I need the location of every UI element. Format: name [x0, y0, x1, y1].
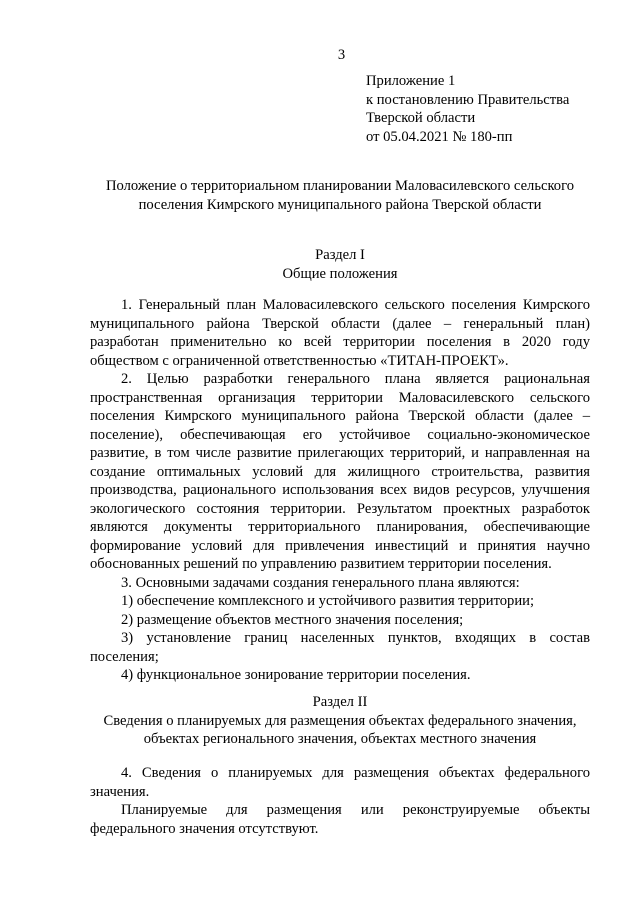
title-line: поселения Кимрского муниципального района Тверской области — [138, 196, 542, 213]
list-item: 2) размещение объектов местного значения поселения; — [121, 611, 464, 628]
paragraph: 3. Основными задачами создания генерального плана являются: — [121, 574, 520, 591]
section-heading — [90, 246, 590, 283]
section-number: Раздел II — [312, 694, 368, 710]
section-title: Общие положения — [282, 265, 398, 282]
list-item: 3) установление границ населенных пунктов, входящих в состав поселения; — [90, 630, 590, 665]
section-title: объектах регионального значения, объектах местного значения — [143, 731, 537, 747]
paragraph: 4. Сведения о планируемых для размещения объектах федерального значения. — [90, 765, 590, 800]
document-title — [90, 177, 590, 214]
page-number: 3 — [337, 47, 346, 63]
paragraph: 2. Целью разработки генерального плана является рациональная пространственная организация территории Маловасилевского сельского поселения Кимрского муниципального района Тверской области (далее – поселение), обеспечивающая его устойчивое социально-экономическое развитие, в том числе развитие прилегающих территорий, и направленная на создание оптимальных условий для жилищного строительства, развития производства, рационального использования всех видов ресурсов, улучшения экологического состояния территории. Результатом проектных разработок являются документы территориального планирования, обеспечивающие формирование условий для привлечения инвестиций и принятия научно обоснованных решений по управлению развитием территории поселения. — [90, 371, 590, 572]
title-line: Положение о территориальном планировании Маловасилевского сельского — [105, 178, 575, 194]
list-item: 1) обеспечение комплексного и устойчивого развития территории; — [121, 593, 535, 609]
paragraph: 1. Генеральный план Маловасилевского сельского поселения Кимрского муниципального района Тверской области (далее – генеральный план) разработан применительно ко всей территории поселения в 2020 году обществом с ограниченной ответственностью «ТИТАН-ПРОЕКТ». — [90, 297, 590, 369]
appendix-line: Приложение 1 — [366, 73, 456, 89]
section-title: Сведения о планируемых для размещения объектах федерального значения, — [103, 712, 577, 729]
appendix-line: к постановлению Правительства — [366, 91, 570, 108]
paragraph: Планируемые для размещения или реконструируемые объекты федерального значения отсутствуют. — [90, 802, 590, 837]
list-item: 4) функциональное зонирование территории поселения. — [121, 667, 471, 683]
appendix-line: Тверской области — [366, 110, 476, 126]
appendix-block — [366, 72, 626, 146]
section-number: Раздел I — [315, 247, 365, 263]
section-body — [90, 764, 590, 838]
section-body — [90, 296, 590, 685]
section-heading — [90, 693, 590, 749]
appendix-line: от 05.04.2021 № 180-пп — [366, 128, 513, 145]
